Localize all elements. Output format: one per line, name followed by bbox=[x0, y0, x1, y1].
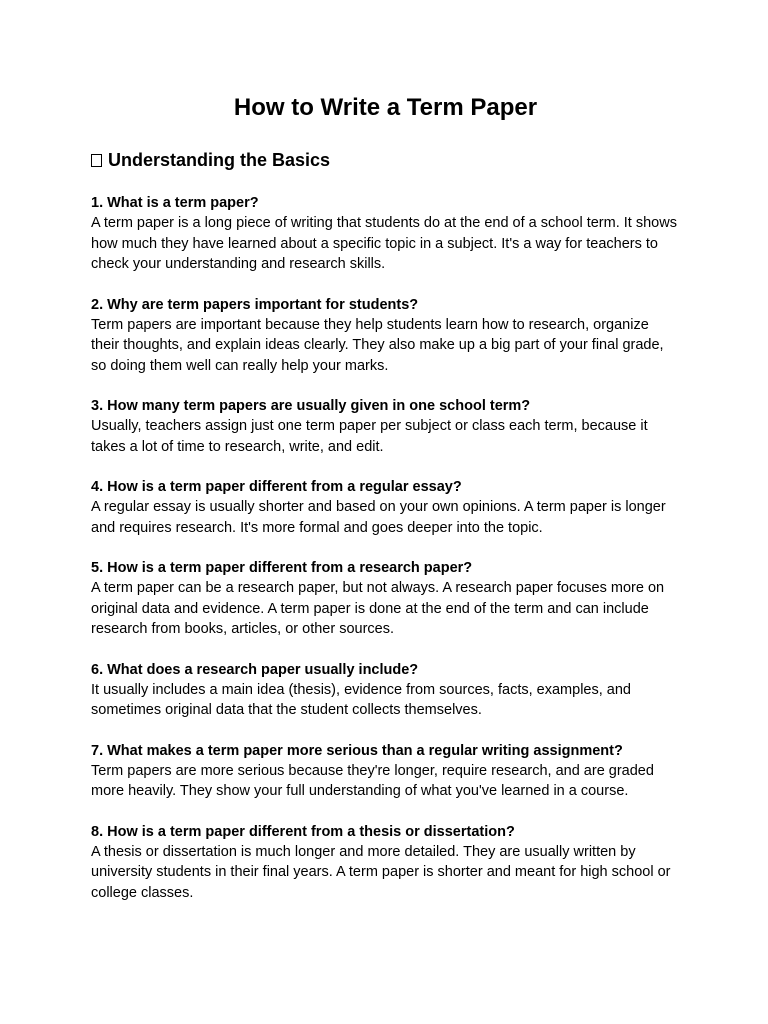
section-heading bbox=[91, 149, 680, 171]
qa-item bbox=[91, 477, 680, 538]
qa-item bbox=[91, 660, 680, 721]
section-heading-label: Understanding the Basics bbox=[108, 150, 331, 170]
answer: A term paper is a long piece of writing that students do at the end of a school term. It shows how much they have learned about a specific topic in a subject. It's a way for teachers to check your understanding and research skills. bbox=[91, 215, 677, 272]
question: 5. How is a term paper different from a research paper? bbox=[91, 560, 473, 576]
question: 1. What is a term paper? bbox=[91, 195, 259, 211]
answer: Term papers are more serious because they're longer, require research, and are graded more heavily. They show your full understanding of what you've learned in a course. bbox=[91, 762, 654, 799]
qa-list bbox=[91, 193, 680, 903]
checkbox-icon bbox=[91, 154, 102, 167]
qa-item bbox=[91, 558, 680, 640]
question: 3. How many term papers are usually given in one school term? bbox=[91, 398, 531, 414]
answer: Term papers are important because they help students learn how to research, organize their thoughts, and explain ideas clearly. They also make up a big part of your final grade, so doing them well can really help your marks. bbox=[91, 316, 664, 374]
question: 4. How is a term paper different from a regular essay? bbox=[91, 479, 462, 495]
qa-item bbox=[91, 822, 680, 904]
answer: It usually includes a main idea (thesis), evidence from sources, facts, examples, and sometimes original data that the student collects themselves. bbox=[91, 681, 631, 718]
question: 6. What does a research paper usually include? bbox=[91, 661, 419, 678]
qa-item bbox=[91, 741, 680, 802]
qa-item bbox=[91, 193, 680, 275]
answer: A term paper can be a research paper, but not always. A research paper focuses more on original data and evidence. A term paper is done at the end of the term and can include research from books, articles, or other sources. bbox=[91, 580, 665, 637]
page-title: How to Write a Term Paper bbox=[233, 94, 538, 121]
question: 8. How is a term paper different from a thesis or dissertation? bbox=[91, 823, 515, 840]
question: 7. What makes a term paper more serious than a regular writing assignment? bbox=[91, 742, 623, 759]
qa-item bbox=[91, 295, 680, 377]
answer: Usually, teachers assign just one term paper per subject or class each term, because it takes a lot of time to research, write, and edit. bbox=[91, 418, 648, 455]
answer: A regular essay is usually shorter and based on your own opinions. A term paper is longer and requires research. It's more formal and goes deeper into the topic. bbox=[91, 499, 666, 536]
qa-item bbox=[91, 396, 680, 457]
answer: A thesis or dissertation is much longer and more detailed. They are usually written by university students in their final years. A term paper is shorter and meant for high school or college classes. bbox=[91, 843, 671, 901]
question: 2. Why are term papers important for students? bbox=[91, 296, 419, 313]
